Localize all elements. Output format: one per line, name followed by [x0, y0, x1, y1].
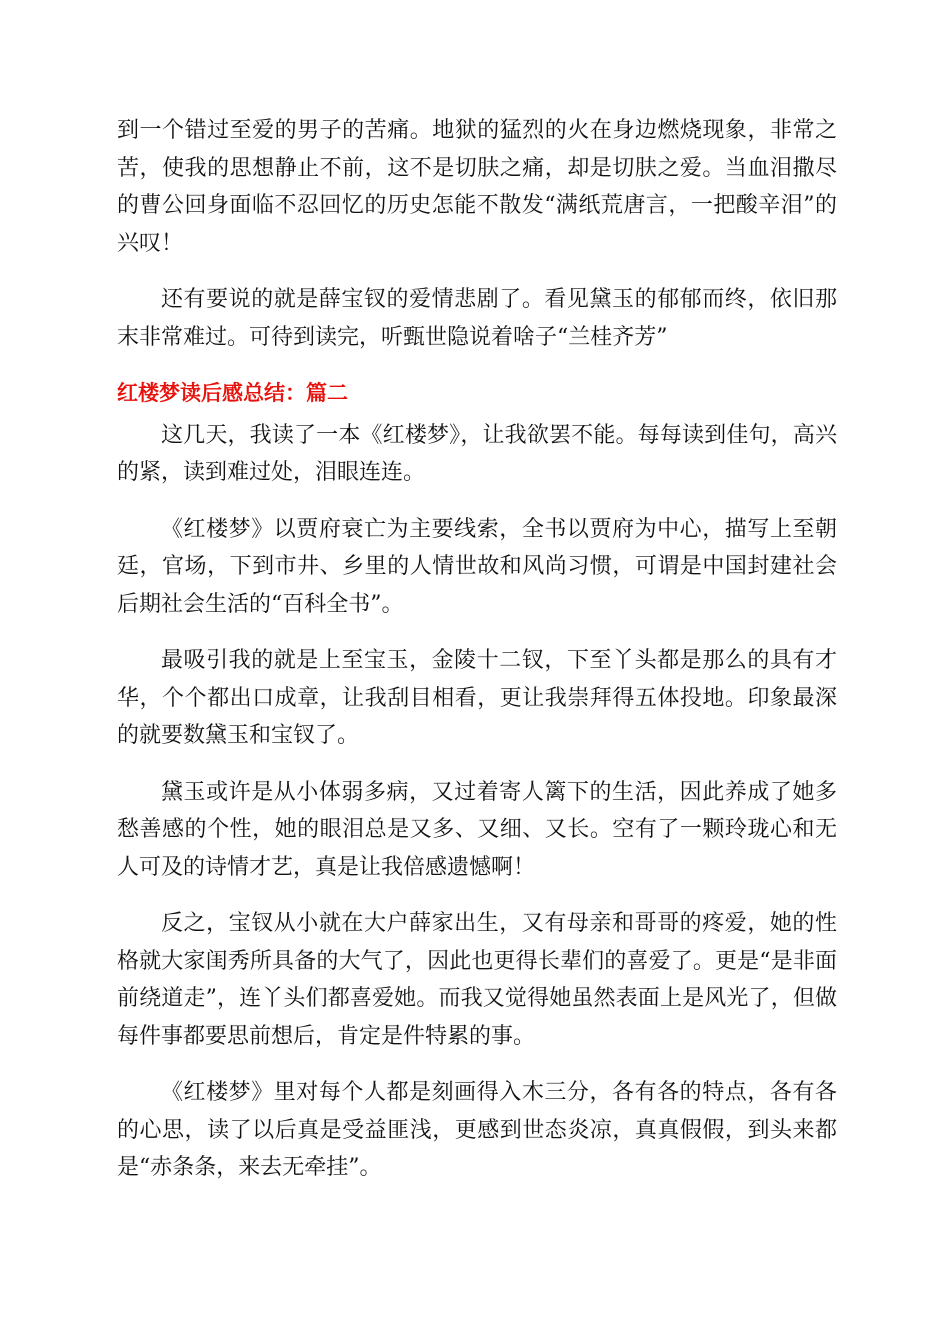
paragraph: 黛玉或许是从小体弱多病，又过着寄人篱下的生活，因此养成了她多愁善感的个性，她的眼泪总是又多、又细、又长。空有了一颗玲珑心和无人可及的诗情才艺，真是让我倍感遗憾啊！ [117, 779, 837, 880]
paragraph: 反之，宝钗从小就在大户薛家出生，又有母亲和哥哥的疼爱，她的性格就大家闺秀所具备的大气了，因此也更得长辈们的喜爱了。更是“是非面前绕道走”，连丫头们都喜爱她。而我又觉得她虽然表面上是风光了，但做每件事都要思前想后，肯定是件特累的事。 [117, 911, 837, 1049]
paragraph: 最吸引我的就是上至宝玉，金陵十二钗，下至丫头都是那么的具有才华，个个都出口成章，让我刮目相看，更让我崇拜得五体投地。印象最深的就要数黛玉和宝钗了。 [117, 648, 837, 748]
paragraph: 还有要说的就是薛宝钗的爱情悲剧了。看见黛玉的郁郁而终，依旧那末非常难过。可待到读完，听甄世隐说着啥子“兰桂齐芳” [117, 287, 837, 350]
paragraph-continued: 到一个错过至爱的男子的苦痛。地狱的猛烈的火在身边燃烧现象，非常之苦，使我的思想静止不前，这不是切肤之痛，却是切肤之爱。当血泪撒尽的曹公回身面临不忍回忆的历史怎能不散发“满纸荒唐言，一把酸辛泪”的兴叹！ [117, 118, 837, 256]
paragraph: 这几天，我读了一本《红楼梦》，让我欲罢不能。每每读到佳句，高兴的紧，读到难过处，泪眼连连。 [117, 422, 837, 485]
section-heading: 红楼梦读后感总结：篇二 [117, 381, 348, 405]
paragraph: 《红楼梦》里对每个人都是刻画得入木三分，各有各的特点，各有各的心思，读了以后真是受益匪浅，更感到世态炎凉，真真假假，到头来都是“赤条条，来去无牵挂”。 [117, 1080, 837, 1180]
document-body [117, 112, 837, 1187]
paragraph: 《红楼梦》以贾府衰亡为主要线索，全书以贾府为中心，描写上至朝廷，官场，下到市井、乡里的人情世故和风尚习惯，可谓是中国封建社会后期社会生活的“百科全书”。 [117, 516, 837, 617]
